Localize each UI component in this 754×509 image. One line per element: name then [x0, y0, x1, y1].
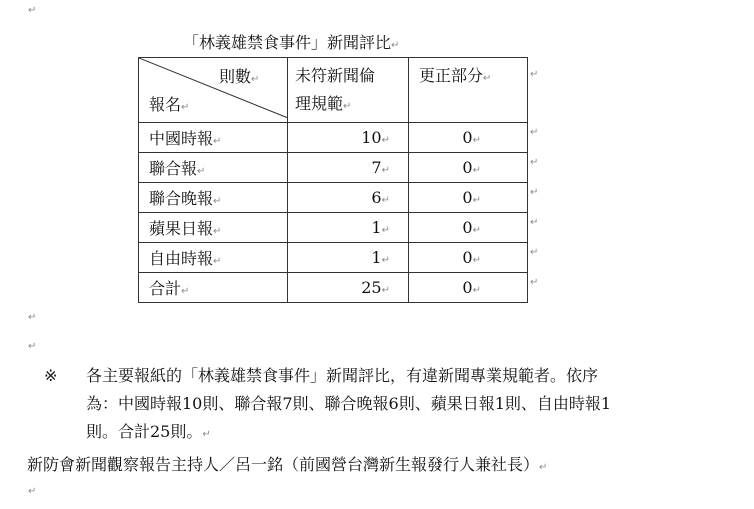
paragraph-mark: ↵: [472, 285, 481, 296]
paragraph-mark: ↵: [28, 486, 37, 497]
total-label-cell: 合計↵: [139, 273, 288, 303]
paragraph-mark: ↵: [483, 73, 492, 84]
note-line-3: 則。合計25則。↵: [86, 422, 211, 441]
paragraph-mark: ↵: [539, 462, 548, 473]
paragraph-mark: ↵: [381, 255, 390, 266]
newspaper-name-cell: 聯合報↵: [139, 153, 288, 183]
table-row: [139, 123, 528, 153]
paragraph-mark: ↵: [381, 135, 390, 146]
total-correction-cell: 0↵: [409, 273, 528, 303]
violation-count-cell: 6↵: [288, 183, 409, 213]
correction-count-cell: 0↵: [409, 213, 528, 243]
total-violation-cell: 25↵: [288, 273, 409, 303]
table-row: [139, 243, 528, 273]
paragraph-mark: ↵: [213, 136, 222, 147]
paragraph-mark: ↵: [197, 166, 206, 177]
paragraph-mark: ↵: [213, 256, 222, 267]
paragraph-mark: ↵: [472, 135, 481, 146]
paragraph-mark: ↵: [381, 165, 390, 176]
paragraph-mark: ↵: [472, 225, 481, 236]
paragraph-mark: ↵: [181, 102, 190, 113]
paragraph-mark: ↵: [202, 429, 211, 440]
note-line-2: 為：中國時報10則、聯合報7則、聯合晚報6則、蘋果日報1則、自由時報1: [86, 394, 612, 413]
byline: 新防會新聞觀察報告主持人／呂一銘（前國營台灣新生報發行人兼社長）↵: [27, 455, 548, 474]
table-row: [139, 213, 528, 243]
paragraph-mark: ↵: [472, 255, 481, 266]
note-line-1: 各主要報紙的「林義雄禁食事件」新聞評比，有違新聞專業規範者。依序: [86, 366, 599, 385]
table-row: [139, 153, 528, 183]
paragraph-mark: ↵: [343, 101, 352, 112]
table-row: [139, 183, 528, 213]
table-total-row: [139, 273, 528, 303]
paragraph-mark: ↵: [381, 285, 390, 296]
paragraph-mark: ↵: [381, 195, 390, 206]
correction-count-cell: 0↵: [409, 183, 528, 213]
paragraph-mark: ↵: [213, 226, 222, 237]
news-rating-table: [138, 57, 528, 303]
cell-end-mark: ↵: [530, 277, 539, 288]
violation-count-cell: 1↵: [288, 213, 409, 243]
paragraph-mark: ↵: [251, 74, 260, 85]
header-correction-cell: 更正部分↵: [409, 58, 528, 123]
correction-count-cell: 0↵: [409, 123, 528, 153]
note-symbol: ※: [44, 366, 58, 385]
paragraph-mark: ↵: [28, 312, 37, 323]
cell-end-mark: ↵: [530, 217, 539, 228]
newspaper-name-cell: 聯合晚報↵: [139, 183, 288, 213]
newspaper-name-cell: 自由時報↵: [139, 243, 288, 273]
newspaper-name-cell: 蘋果日報↵: [139, 213, 288, 243]
header-violations-line2: 理規範↵: [295, 94, 352, 113]
header-diagonal-cell: [139, 58, 288, 123]
page-title: 「林義雄禁食事件」新聞評比↵: [183, 33, 400, 52]
paragraph-mark: ↵: [391, 40, 400, 51]
paragraph-mark: ↵: [381, 225, 390, 236]
cell-end-mark: ↵: [530, 127, 539, 138]
header-count-label: 則數↵: [219, 67, 260, 86]
header-name-label: 報名↵: [149, 95, 190, 114]
cell-end-mark: ↵: [530, 69, 539, 80]
cell-end-mark: ↵: [530, 187, 539, 198]
paragraph-mark: ↵: [28, 5, 37, 16]
violation-count-cell: 10↵: [288, 123, 409, 153]
correction-count-cell: 0↵: [409, 153, 528, 183]
violation-count-cell: 1↵: [288, 243, 409, 273]
cell-end-mark: ↵: [530, 247, 539, 258]
paragraph-mark: ↵: [181, 286, 190, 297]
header-violations-line1: 未符新聞倫: [295, 66, 376, 85]
paragraph-mark: ↵: [28, 341, 37, 352]
paragraph-mark: ↵: [213, 196, 222, 207]
table-header-row: [139, 58, 528, 123]
paragraph-mark: ↵: [472, 165, 481, 176]
violation-count-cell: 7↵: [288, 153, 409, 183]
header-violations-cell: [288, 58, 409, 123]
correction-count-cell: 0↵: [409, 243, 528, 273]
paragraph-mark: ↵: [472, 195, 481, 206]
cell-end-mark: ↵: [530, 157, 539, 168]
newspaper-name-cell: 中國時報↵: [139, 123, 288, 153]
